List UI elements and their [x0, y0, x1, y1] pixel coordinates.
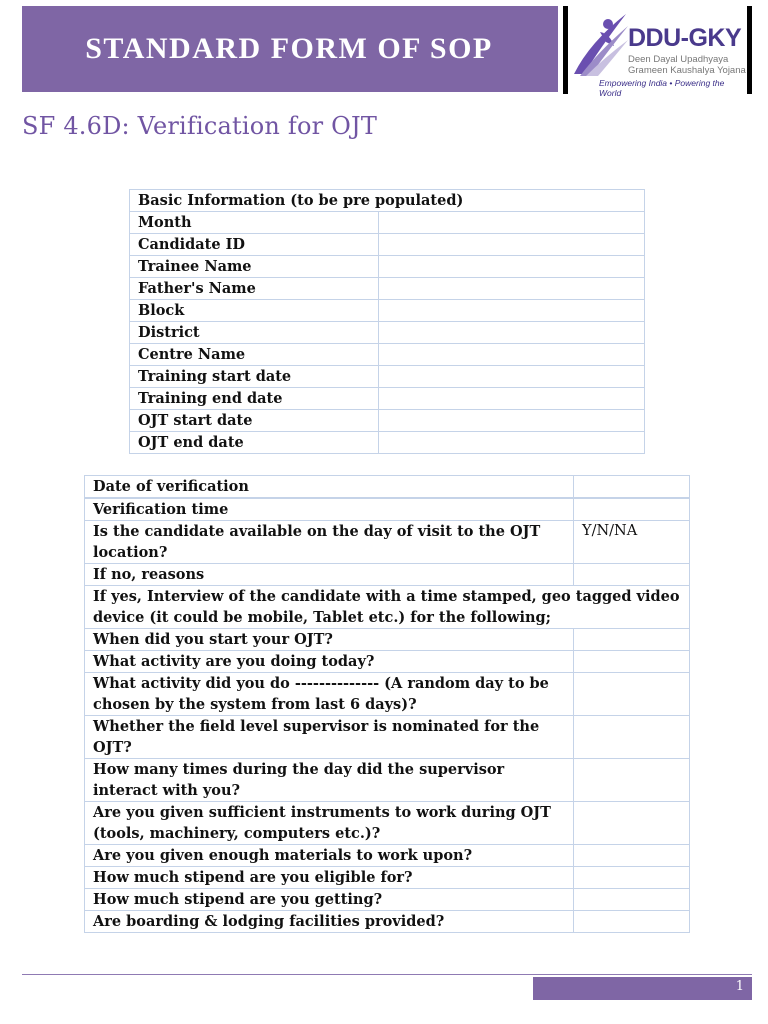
interview-instruction: If yes, Interview of the candidate with a time stamped, geo tagged video device (it could be mobile, Tablet etc.) for the following; — [85, 586, 690, 629]
verification-time-label: Verification time — [85, 498, 574, 521]
answer-field[interactable] — [574, 911, 690, 933]
footer-divider — [22, 974, 752, 975]
answer-field[interactable] — [574, 651, 690, 673]
field-label: Training start date — [130, 366, 379, 388]
field-label: Month — [130, 212, 379, 234]
field-value[interactable] — [379, 388, 645, 410]
question-text: How much stipend are you eligible for? — [85, 867, 574, 889]
question-row — [85, 802, 690, 845]
logo-subtitle-line1: Deen Dayal Upadhyaya — [628, 54, 729, 65]
answer-field[interactable] — [574, 716, 690, 759]
table-row — [85, 564, 690, 586]
footer-band — [533, 977, 752, 1000]
if-no-reasons-field[interactable] — [574, 564, 690, 586]
field-value[interactable] — [379, 410, 645, 432]
logo-subtitle — [628, 54, 746, 76]
question-row — [85, 867, 690, 889]
verification-time-field[interactable] — [574, 498, 690, 521]
question-text: Are you given sufficient instruments to work during OJT (tools, machinery, computers etc.)? — [85, 802, 574, 845]
field-value[interactable] — [379, 300, 645, 322]
field-label: OJT end date — [130, 432, 379, 454]
question-row — [85, 759, 690, 802]
field-value[interactable] — [379, 322, 645, 344]
question-row — [85, 911, 690, 933]
table-row — [130, 410, 645, 432]
table-row — [130, 366, 645, 388]
question-row — [85, 889, 690, 911]
answer-field[interactable] — [574, 845, 690, 867]
swoosh-icon — [570, 12, 630, 78]
question-row — [85, 845, 690, 867]
table-row — [85, 498, 690, 521]
date-of-verification-field[interactable] — [574, 476, 690, 499]
field-value[interactable] — [379, 344, 645, 366]
table-row — [85, 521, 690, 564]
page-number: 1 — [735, 979, 744, 994]
field-value[interactable] — [379, 278, 645, 300]
field-label: Block — [130, 300, 379, 322]
table-row — [130, 300, 645, 322]
field-label: Centre Name — [130, 344, 379, 366]
field-value[interactable] — [379, 366, 645, 388]
table-row — [130, 278, 645, 300]
answer-field[interactable] — [574, 802, 690, 845]
question-text: How much stipend are you getting? — [85, 889, 574, 911]
table-row — [130, 432, 645, 454]
question-text: When did you start your OJT? — [85, 629, 574, 651]
ddu-gky-logo — [563, 6, 752, 98]
table-row — [130, 212, 645, 234]
logo-tagline: Empowering India • Powering the World — [599, 78, 725, 98]
verification-table — [84, 475, 690, 933]
field-label: Candidate ID — [130, 234, 379, 256]
field-value[interactable] — [379, 212, 645, 234]
field-label: Father's Name — [130, 278, 379, 300]
question-text: Are you given enough materials to work upon? — [85, 845, 574, 867]
question-text: What activity are you doing today? — [85, 651, 574, 673]
header-band — [22, 6, 558, 92]
table-row — [130, 344, 645, 366]
table-row — [130, 388, 645, 410]
question-row — [85, 673, 690, 716]
question-text: Are boarding & lodging facilities provided? — [85, 911, 574, 933]
availability-value[interactable]: Y/N/NA — [574, 521, 690, 564]
form-title: SF 4.6D: Verification for OJT — [22, 112, 378, 140]
header-title: STANDARD FORM OF SOP — [85, 32, 493, 65]
answer-field[interactable] — [574, 867, 690, 889]
table-row — [130, 322, 645, 344]
field-label: District — [130, 322, 379, 344]
question-row — [85, 651, 690, 673]
availability-question: Is the candidate available on the day of visit to the OJT location? — [85, 521, 574, 564]
question-row — [85, 716, 690, 759]
field-value[interactable] — [379, 256, 645, 278]
basic-info-table — [129, 189, 645, 454]
table-row — [130, 234, 645, 256]
question-text: Whether the field level supervisor is nominated for the OJT? — [85, 716, 574, 759]
field-value[interactable] — [379, 432, 645, 454]
question-text: What activity did you do -------------- (A random day to be chosen by the system from last 6 days)? — [85, 673, 574, 716]
answer-field[interactable] — [574, 673, 690, 716]
logo-brand-text: DDU-GKY — [628, 24, 742, 52]
field-label: OJT start date — [130, 410, 379, 432]
if-no-reasons-label: If no, reasons — [85, 564, 574, 586]
field-label: Training end date — [130, 388, 379, 410]
table-row — [130, 256, 645, 278]
table-row — [85, 586, 690, 629]
table-row — [85, 476, 690, 499]
field-label: Trainee Name — [130, 256, 379, 278]
answer-field[interactable] — [574, 889, 690, 911]
answer-field[interactable] — [574, 629, 690, 651]
question-text: How many times during the day did the supervisor interact with you? — [85, 759, 574, 802]
field-value[interactable] — [379, 234, 645, 256]
answer-field[interactable] — [574, 759, 690, 802]
question-row — [85, 629, 690, 651]
basic-info-heading-row — [130, 190, 645, 212]
basic-info-heading: Basic Information (to be pre populated) — [130, 190, 645, 212]
date-of-verification-label: Date of verification — [85, 476, 574, 499]
logo-subtitle-line2: Grameen Kaushalya Yojana — [628, 65, 746, 76]
